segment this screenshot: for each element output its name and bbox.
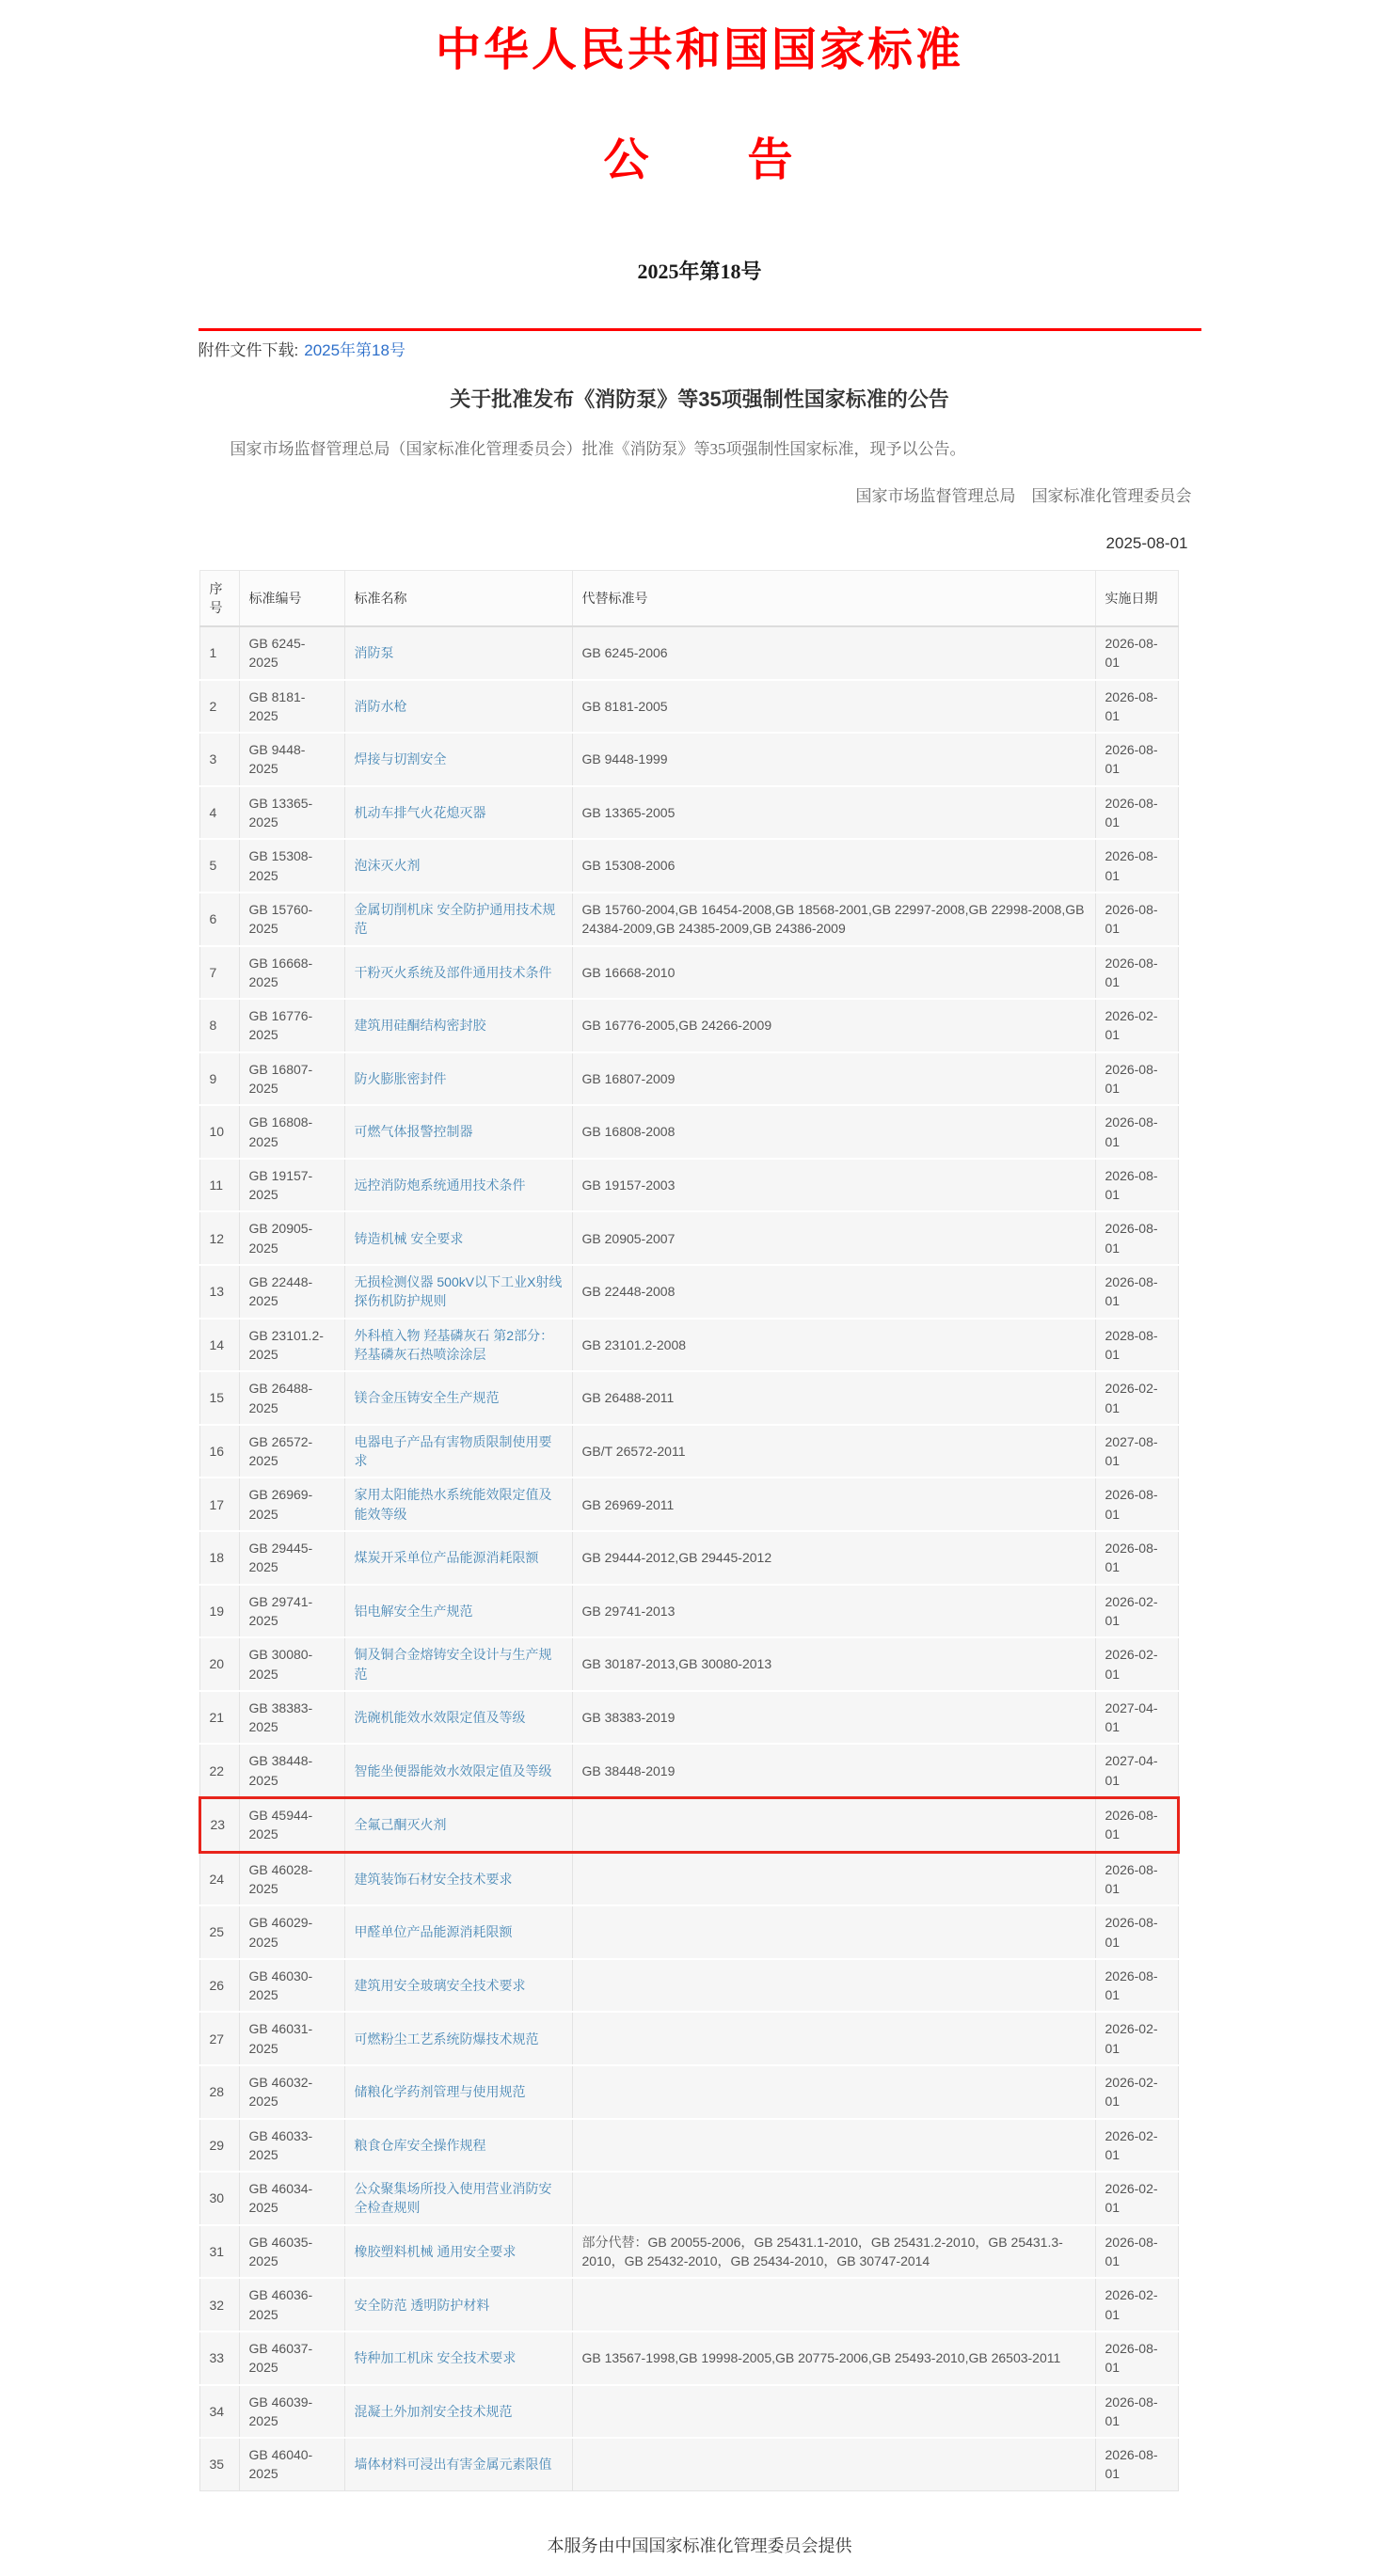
standard-code: GB 29741-2025	[239, 1585, 344, 1638]
row-index: 29	[199, 2119, 239, 2173]
standard-name-link[interactable]: 金属切削机床 安全防护通用技术规范	[354, 901, 556, 937]
table-row	[199, 1211, 1178, 1265]
standard-name-cell	[344, 1211, 572, 1265]
col-header-name: 标准名称	[344, 570, 572, 626]
replaced-standards: GB 20905-2007	[572, 1211, 1095, 1265]
standard-name-cell	[344, 1798, 572, 1853]
standard-name-cell	[344, 946, 572, 1000]
standard-name-link[interactable]: 甲醛单位产品能源消耗限额	[354, 1924, 513, 1940]
standard-name-cell	[344, 1478, 572, 1531]
table-row	[199, 1105, 1178, 1159]
standard-name-link[interactable]: 安全防范 透明防护材料	[354, 2297, 490, 2313]
standard-code: GB 16668-2025	[239, 946, 344, 1000]
implementation-date: 2026-08-01	[1095, 2225, 1178, 2279]
replaced-standards: GB 19157-2003	[572, 1159, 1095, 1212]
standard-code: GB 13365-2025	[239, 786, 344, 840]
row-index: 20	[199, 1637, 239, 1691]
implementation-date: 2026-08-01	[1095, 1159, 1178, 1212]
attachment-label: 附件文件下载:	[198, 341, 299, 360]
standard-name-cell	[344, 2278, 572, 2331]
table-row	[199, 2065, 1178, 2119]
row-index: 10	[199, 1105, 239, 1159]
row-index: 26	[199, 1959, 239, 2013]
replaced-standards: GB 22448-2008	[572, 1265, 1095, 1319]
col-header-replaces: 代替标准号	[572, 570, 1095, 626]
table-row	[199, 1052, 1178, 1106]
standard-code: GB 15760-2025	[239, 893, 344, 946]
row-index: 34	[199, 2385, 239, 2439]
implementation-date: 2026-02-01	[1095, 2119, 1178, 2173]
standard-name-cell	[344, 2119, 572, 2173]
implementation-date: 2027-04-01	[1095, 1691, 1178, 1745]
standard-code: GB 46032-2025	[239, 2065, 344, 2119]
implementation-date: 2027-08-01	[1095, 1425, 1178, 1478]
replaced-standards: GB 16668-2010	[572, 946, 1095, 1000]
standard-name-link[interactable]: 无损检测仪器 500kV以下工业X射线探伤机防护规则	[354, 1274, 563, 1309]
standard-code: GB 30080-2025	[239, 1637, 344, 1691]
announcement-heading: 公 告	[603, 135, 796, 186]
table-row	[199, 2438, 1178, 2490]
standard-name-link[interactable]: 混凝土外加剂安全技术规范	[354, 2403, 513, 2419]
standards-table	[199, 570, 1180, 2491]
replaced-standards	[572, 2438, 1095, 2490]
table-row	[199, 1852, 1178, 1905]
implementation-date: 2026-08-01	[1095, 2331, 1178, 2385]
standard-name-cell	[344, 893, 572, 946]
standard-name-link[interactable]: 公众聚集场所投入使用营业消防安全检查规则	[354, 2181, 552, 2216]
table-row	[199, 1744, 1178, 1797]
replaced-standards: GB 23101.2-2008	[572, 1319, 1095, 1372]
standard-code: GB 46034-2025	[239, 2172, 344, 2225]
standard-name-cell	[344, 1319, 572, 1372]
implementation-date: 2026-02-01	[1095, 1585, 1178, 1638]
row-index: 25	[199, 1905, 239, 1959]
standard-name-cell	[344, 1371, 572, 1425]
standard-name-cell	[344, 2331, 572, 2385]
replaced-standards	[572, 2119, 1095, 2173]
row-index: 35	[199, 2438, 239, 2490]
standard-name-cell	[344, 1905, 572, 1959]
standard-name-link[interactable]: 远控消防炮系统通用技术条件	[354, 1177, 526, 1193]
replaced-standards: GB 30187-2013,GB 30080-2013	[572, 1637, 1095, 1691]
replaced-standards	[572, 1798, 1095, 1853]
table-row	[199, 1319, 1178, 1372]
replaced-standards: GB 38448-2019	[572, 1744, 1095, 1797]
implementation-date: 2026-08-01	[1095, 2438, 1178, 2490]
replaced-standards	[572, 2385, 1095, 2439]
row-index: 14	[199, 1319, 239, 1372]
standard-name-cell	[344, 1159, 572, 1212]
col-header-index: 序号	[199, 570, 239, 626]
table-row	[199, 2119, 1178, 2173]
implementation-date: 2026-08-01	[1095, 1531, 1178, 1585]
standard-name-link[interactable]: 防火膨胀密封件	[354, 1070, 447, 1086]
implementation-date: 2026-02-01	[1095, 1371, 1178, 1425]
standard-name-link[interactable]: 特种加工机床 安全技术要求	[354, 2350, 517, 2366]
standard-name-cell	[344, 680, 572, 734]
row-index: 21	[199, 1691, 239, 1745]
standard-name-cell	[344, 626, 572, 680]
standard-code: GB 16776-2025	[239, 999, 344, 1052]
standard-name-link[interactable]: 消防泵	[354, 645, 394, 661]
standard-name-link[interactable]: 建筑装饰石材安全技术要求	[354, 1871, 513, 1887]
standard-name-cell	[344, 2065, 572, 2119]
table-row	[199, 733, 1178, 786]
standard-name-link[interactable]: 储粮化学药剂管理与使用规范	[354, 2084, 526, 2100]
footer-note: 本服务由中国国家标准化管理委员会提供	[547, 2536, 852, 2555]
row-index: 3	[199, 733, 239, 786]
standard-code: GB 46040-2025	[239, 2438, 344, 2490]
standard-name-link[interactable]: 智能坐便器能效水效限定值及等级	[354, 1762, 552, 1778]
row-index: 27	[199, 2012, 239, 2065]
table-row	[199, 946, 1178, 1000]
standard-code: GB 26488-2025	[239, 1371, 344, 1425]
standard-name-link[interactable]: 消防水枪	[354, 698, 407, 714]
standard-name-cell	[344, 1852, 572, 1905]
replaced-standards: GB 29741-2013	[572, 1585, 1095, 1638]
standard-name-link[interactable]: 泡沫灭火剂	[354, 858, 421, 874]
table-row	[199, 1585, 1178, 1638]
row-index: 5	[199, 839, 239, 893]
implementation-date: 2026-08-01	[1095, 1798, 1178, 1853]
standard-name-link[interactable]: 建筑用安全玻璃安全技术要求	[354, 1977, 526, 1993]
standard-name-link[interactable]: 铝电解安全生产规范	[354, 1603, 473, 1619]
standard-code: GB 46030-2025	[239, 1959, 344, 2013]
standard-code: GB 38448-2025	[239, 1744, 344, 1797]
table-row	[199, 2225, 1178, 2279]
standard-name-cell	[344, 2385, 572, 2439]
replaced-standards: GB 16808-2008	[572, 1105, 1095, 1159]
row-index: 17	[199, 1478, 239, 1531]
standard-code: GB 46028-2025	[239, 1852, 344, 1905]
standard-name-cell	[344, 2225, 572, 2279]
implementation-date: 2026-08-01	[1095, 1852, 1178, 1905]
standard-code: GB 22448-2025	[239, 1265, 344, 1319]
implementation-date: 2026-08-01	[1095, 1905, 1178, 1959]
standard-name-link[interactable]: 橡胶塑料机械 通用安全要求	[354, 2243, 517, 2259]
red-divider	[199, 328, 1201, 331]
standard-code: GB 23101.2-2025	[239, 1319, 344, 1372]
table-row	[199, 1637, 1178, 1691]
replaced-standards: GB 6245-2006	[572, 626, 1095, 680]
row-index: 30	[199, 2172, 239, 2225]
row-index: 18	[199, 1531, 239, 1585]
implementation-date: 2026-08-01	[1095, 1105, 1178, 1159]
standard-name-cell	[344, 1959, 572, 2013]
standard-name-cell	[344, 1637, 572, 1691]
standard-name-cell	[344, 1052, 572, 1106]
row-index: 31	[199, 2225, 239, 2279]
table-row	[199, 786, 1178, 840]
standard-name-link[interactable]: 电器电子产品有害物质限制使用要求	[354, 1433, 552, 1469]
standard-name-link[interactable]: 煤炭开采单位产品能源消耗限额	[354, 1550, 539, 1566]
standard-name-link[interactable]: 可燃粉尘工艺系统防爆技术规范	[354, 2031, 539, 2047]
standard-name-cell	[344, 1744, 572, 1797]
standard-code: GB 20905-2025	[239, 1211, 344, 1265]
standard-code: GB 15308-2025	[239, 839, 344, 893]
standard-name-cell	[344, 1265, 572, 1319]
row-index: 1	[199, 626, 239, 680]
replaced-standards: GB 13567-1998,GB 19998-2005,GB 20775-2006,GB 25493-2010,GB 26503-2011	[572, 2331, 1095, 2385]
implementation-date: 2026-08-01	[1095, 1265, 1178, 1319]
table-header-row	[199, 570, 1178, 626]
standard-name-cell	[344, 2172, 572, 2225]
table-row	[199, 1691, 1178, 1745]
row-index: 16	[199, 1425, 239, 1478]
standard-name-link[interactable]: 镁合金压铸安全生产规范	[354, 1390, 500, 1406]
standard-name-link[interactable]: 家用太阳能热水系统能效限定值及能效等级	[354, 1487, 552, 1522]
implementation-date: 2026-08-01	[1095, 733, 1178, 786]
implementation-date: 2027-04-01	[1095, 1744, 1178, 1797]
standard-name-cell	[344, 1585, 572, 1638]
implementation-date: 2026-08-01	[1095, 1052, 1178, 1106]
standard-name-cell	[344, 1691, 572, 1745]
table-row	[199, 2385, 1178, 2439]
standard-code: GB 16807-2025	[239, 1052, 344, 1106]
replaced-standards: GB/T 26572-2011	[572, 1425, 1095, 1478]
row-index: 15	[199, 1371, 239, 1425]
issue-number: 2025年第18号	[637, 260, 762, 284]
standard-name-cell	[344, 1105, 572, 1159]
issuer-line: 国家市场监督管理总局 国家标准化管理委员会	[855, 486, 1192, 505]
standard-name-link[interactable]: 铸造机械 安全要求	[354, 1230, 464, 1246]
standard-code: GB 8181-2025	[239, 680, 344, 734]
implementation-date: 2026-08-01	[1095, 626, 1178, 680]
implementation-date: 2026-02-01	[1095, 2172, 1178, 2225]
standard-name-link[interactable]: 建筑用硅酮结构密封胶	[354, 1018, 486, 1034]
row-index: 12	[199, 1211, 239, 1265]
table-row	[199, 1905, 1178, 1959]
replaced-standards	[572, 2065, 1095, 2119]
standard-code: GB 46036-2025	[239, 2278, 344, 2331]
replaced-standards: GB 16807-2009	[572, 1052, 1095, 1106]
implementation-date: 2026-02-01	[1095, 2012, 1178, 2065]
standard-code: GB 46035-2025	[239, 2225, 344, 2279]
replaced-standards: GB 15308-2006	[572, 839, 1095, 893]
standard-name-cell	[344, 839, 572, 893]
standard-name-cell	[344, 2012, 572, 2065]
page-title: 中华人民共和国国家标准	[435, 25, 963, 75]
attachment-download-link[interactable]: 2025年第18号	[304, 341, 405, 360]
standard-name-cell	[344, 786, 572, 840]
implementation-date: 2026-08-01	[1095, 893, 1178, 946]
table-row	[199, 1159, 1178, 1212]
standard-code: GB 46039-2025	[239, 2385, 344, 2439]
implementation-date: 2026-08-01	[1095, 946, 1178, 1000]
implementation-date: 2028-08-01	[1095, 1319, 1178, 1372]
standard-name-link[interactable]: 可燃气体报警控制器	[354, 1124, 473, 1140]
standard-name-link[interactable]: 机动车排气火花熄灭器	[354, 804, 486, 820]
standard-name-cell	[344, 1531, 572, 1585]
table-row	[199, 2331, 1178, 2385]
replaced-standards: GB 16776-2005,GB 24266-2009	[572, 999, 1095, 1052]
table-row	[199, 1425, 1178, 1478]
col-header-code: 标准编号	[239, 570, 344, 626]
row-index: 7	[199, 946, 239, 1000]
standard-code: GB 19157-2025	[239, 1159, 344, 1212]
standard-name-link[interactable]: 外科植入物 羟基磷灰石 第2部分：羟基磷灰石热喷涂涂层	[354, 1327, 554, 1362]
table-row	[199, 680, 1178, 734]
implementation-date: 2026-02-01	[1095, 2065, 1178, 2119]
replaced-standards: GB 8181-2005	[572, 680, 1095, 734]
standard-code: GB 26969-2025	[239, 1478, 344, 1531]
standard-name-cell	[344, 999, 572, 1052]
implementation-date: 2026-02-01	[1095, 1637, 1178, 1691]
replaced-standards: 部分代替：GB 20055-2006，GB 25431.1-2010，GB 25431.2-2010，GB 25431.3-2010，GB 25432-2010，GB 25434-2010，GB 30747-2014	[572, 2225, 1095, 2279]
replaced-standards	[572, 2278, 1095, 2331]
row-index: 11	[199, 1159, 239, 1212]
standard-code: GB 46029-2025	[239, 1905, 344, 1959]
replaced-standards: GB 9448-1999	[572, 733, 1095, 786]
table-row	[199, 999, 1178, 1052]
standard-code: GB 6245-2025	[239, 626, 344, 680]
col-header-date: 实施日期	[1095, 570, 1178, 626]
replaced-standards: GB 29444-2012,GB 29445-2012	[572, 1531, 1095, 1585]
table-row	[199, 2278, 1178, 2331]
standard-code: GB 46031-2025	[239, 2012, 344, 2065]
table-row	[199, 1371, 1178, 1425]
issue-date: 2025-08-01	[1105, 533, 1188, 552]
standard-name-link[interactable]: 铜及铜合金熔铸安全设计与生产规范	[354, 1647, 552, 1682]
row-index: 9	[199, 1052, 239, 1106]
replaced-standards	[572, 1905, 1095, 1959]
row-index: 28	[199, 2065, 239, 2119]
standard-code: GB 46033-2025	[239, 2119, 344, 2173]
implementation-date: 2026-08-01	[1095, 786, 1178, 840]
table-row	[199, 839, 1178, 893]
replaced-standards: GB 13365-2005	[572, 786, 1095, 840]
row-index: 6	[199, 893, 239, 946]
standard-code: GB 38383-2025	[239, 1691, 344, 1745]
attachment-row	[199, 340, 1201, 362]
table-row	[199, 1265, 1178, 1319]
standard-code: GB 45944-2025	[239, 1798, 344, 1853]
standard-name-link[interactable]: 干粉灭火系统及部件通用技术条件	[354, 964, 552, 980]
table-row	[199, 1478, 1178, 1531]
row-index: 19	[199, 1585, 239, 1638]
row-index: 33	[199, 2331, 239, 2385]
replaced-standards: GB 15760-2004,GB 16454-2008,GB 18568-2001,GB 22997-2008,GB 22998-2008,GB 24384-2009,GB 24385-2009,GB 24386-2009	[572, 893, 1095, 946]
row-index: 22	[199, 1744, 239, 1797]
replaced-standards	[572, 1852, 1095, 1905]
replaced-standards: GB 26969-2011	[572, 1478, 1095, 1531]
standard-name-cell	[344, 1425, 572, 1478]
standard-name-link[interactable]: 洗碗机能效水效限定值及等级	[354, 1709, 526, 1725]
standard-name-link[interactable]: 焊接与切割安全	[354, 751, 447, 767]
row-index: 32	[199, 2278, 239, 2331]
standard-code: GB 26572-2025	[239, 1425, 344, 1478]
replaced-standards	[572, 2012, 1095, 2065]
standard-name-link[interactable]: 墙体材料可浸出有害金属元素限值	[354, 2457, 552, 2473]
replaced-standards	[572, 1959, 1095, 2013]
implementation-date: 2026-08-01	[1095, 680, 1178, 734]
table-row	[199, 2012, 1178, 2065]
table-row	[199, 2172, 1178, 2225]
standard-name-link[interactable]: 粮食仓库安全操作规程	[354, 2137, 486, 2153]
replaced-standards: GB 38383-2019	[572, 1691, 1095, 1745]
standard-name-link[interactable]: 全氟己酮灭火剂	[354, 1817, 447, 1833]
implementation-date: 2026-08-01	[1095, 1959, 1178, 2013]
standard-code: GB 9448-2025	[239, 733, 344, 786]
announcement-page	[199, 0, 1201, 2576]
replaced-standards: GB 26488-2011	[572, 1371, 1095, 1425]
implementation-date: 2026-08-01	[1095, 1478, 1178, 1531]
standard-code: GB 16808-2025	[239, 1105, 344, 1159]
standard-code: GB 29445-2025	[239, 1531, 344, 1585]
implementation-date: 2026-08-01	[1095, 2385, 1178, 2439]
implementation-date: 2026-02-01	[1095, 2278, 1178, 2331]
standard-name-cell	[344, 2438, 572, 2490]
row-index: 23	[199, 1798, 239, 1853]
table-row	[199, 1531, 1178, 1585]
implementation-date: 2026-08-01	[1095, 1211, 1178, 1265]
row-index: 2	[199, 680, 239, 734]
table-row	[199, 626, 1178, 680]
standard-code: GB 46037-2025	[239, 2331, 344, 2385]
notice-body: 国家市场监督管理总局（国家标准化管理委员会）批准《消防泵》等35项强制性国家标准，现予以公告。	[230, 439, 966, 458]
row-index: 24	[199, 1852, 239, 1905]
row-index: 13	[199, 1265, 239, 1319]
row-index: 4	[199, 786, 239, 840]
table-row	[199, 1959, 1178, 2013]
implementation-date: 2026-02-01	[1095, 999, 1178, 1052]
notice-title: 关于批准发布《消防泵》等35项强制性国家标准的公告	[450, 387, 949, 412]
implementation-date: 2026-08-01	[1095, 839, 1178, 893]
row-index: 8	[199, 999, 239, 1052]
table-row	[199, 1798, 1178, 1853]
standard-name-cell	[344, 733, 572, 786]
table-row	[199, 893, 1178, 946]
replaced-standards	[572, 2172, 1095, 2225]
